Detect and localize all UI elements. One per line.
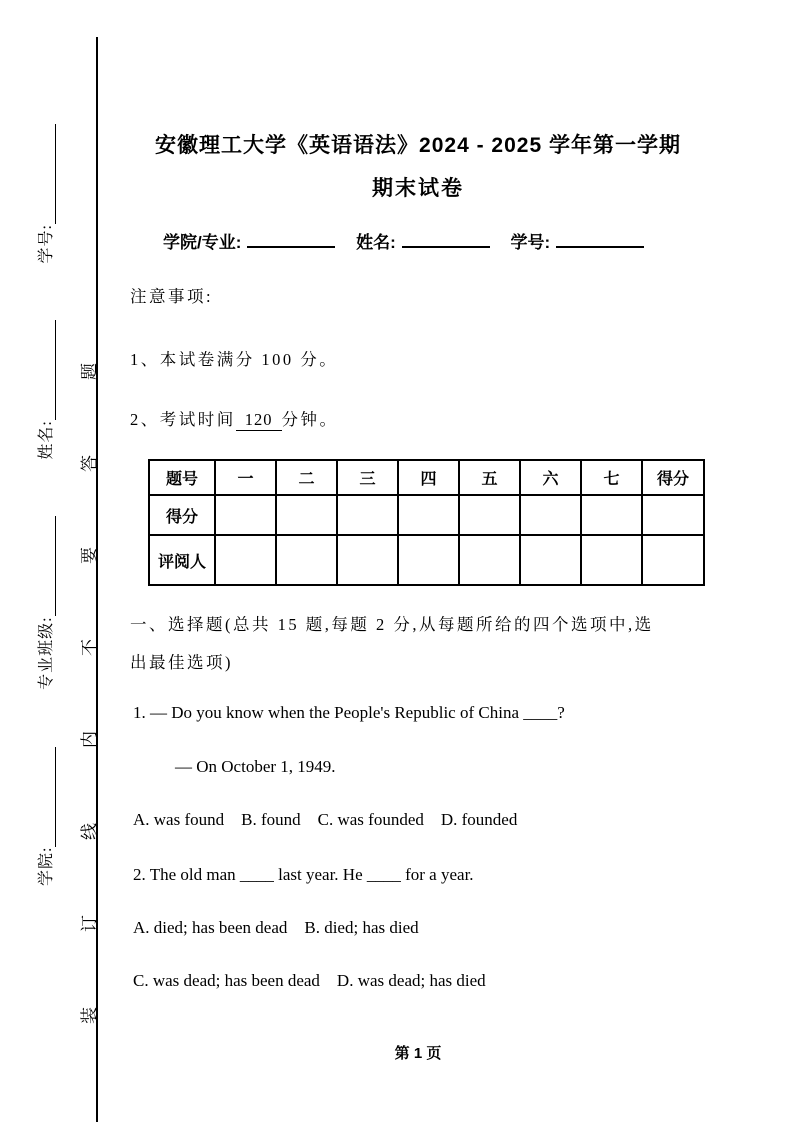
sidebar-field-student-id-blank [38,124,56,224]
field-name-label: 姓名: [356,233,396,252]
score-cell-empty [276,495,337,535]
grader-cell-empty [276,535,337,585]
exam-title-line1: 安徽理工大学《英语语法》2024 - 2025 学年第一学期 [155,134,681,157]
sidebar-field-name-label: 姓名: [38,420,55,460]
score-table [148,459,705,586]
sidebar-field-major-class-label: 专业班级: [38,616,55,690]
score-table-header-cell: 七 [581,460,642,495]
grader-cell-empty [215,535,276,585]
notices-heading: 注意事项: [130,287,214,306]
sidebar-student-fields [33,124,56,886]
notice-item-2-suffix: 分钟。 [281,410,339,429]
grader-row-label: 评阅人 [149,535,215,585]
score-table-header-cell: 五 [459,460,520,495]
binding-margin-text: 装订线内不要答题 [80,288,99,1024]
notice-item-1: 1、本试卷满分 100 分。 [130,350,339,369]
score-table-header-cell: 三 [337,460,398,495]
score-table-header-cell: 得分 [642,460,704,495]
notice-item-2-prefix: 2、考试时间 [130,410,236,429]
question-2-options-ab: A. died; has been dead B. died; has died [133,918,419,937]
sidebar-field-name-blank [38,320,56,420]
question-1-reply: — On October 1, 1949. [175,757,336,776]
sidebar-field-major-class [33,516,56,689]
field-student-id-label: 学号: [510,233,551,252]
sidebar-field-college-blank [38,747,56,847]
score-table-header-cell: 二 [276,460,337,495]
score-table-header-cell: 题号 [149,460,215,495]
score-cell-empty [520,495,581,535]
sidebar-field-college [33,747,56,886]
student-info-row [163,228,660,253]
exam-duration-value: 120 [236,410,282,431]
grader-cell-empty [459,535,520,585]
score-table-grader-row [149,535,704,585]
score-cell-empty [215,495,276,535]
score-cell-empty [459,495,520,535]
question-2-options-cd: C. was dead; has been dead D. was dead; has died [133,971,486,990]
section1-heading-line1: 一、选择题(总共 15 题,每题 2 分,从每题所给的四个选项中,选 [130,615,654,634]
exam-title-line2: 期末试卷 [372,177,464,200]
score-table-header-cell: 六 [520,460,581,495]
grader-cell-empty [337,535,398,585]
score-cell-empty [398,495,459,535]
field-college-major-blank [247,229,335,248]
section1-heading-line2: 出最佳选项) [130,653,233,672]
notice-item-2 [130,406,339,431]
question-2-stem: 2. The old man ____ last year. He ____ for a year. [133,865,474,884]
grader-cell-empty [398,535,459,585]
score-table-header-row [149,460,704,495]
score-table-score-row [149,495,704,535]
question-1-options: A. was found B. found C. was founded D. founded [133,810,518,829]
score-cell-empty [581,495,642,535]
score-table-header-cell: 四 [398,460,459,495]
question-1-stem: 1. — Do you know when the People's Republic of China ____? [133,703,565,722]
page-number: 第 1 页 [394,1045,442,1062]
field-student-id-blank [556,229,644,248]
sidebar-field-name [33,320,56,459]
grader-cell-empty [642,535,704,585]
sidebar-field-student-id [33,124,56,263]
field-name-blank [402,229,490,248]
score-row-label: 得分 [149,495,215,535]
grader-cell-empty [520,535,581,585]
sidebar-field-major-class-blank [38,516,56,616]
sidebar-field-student-id-label: 学号: [38,224,55,264]
grader-cell-empty [581,535,642,585]
field-college-major-label: 学院/专业: [163,233,242,252]
sidebar-field-college-label: 学院: [38,846,55,886]
score-table-header-cell: 一 [215,460,276,495]
score-cell-empty [337,495,398,535]
score-cell-empty [642,495,704,535]
